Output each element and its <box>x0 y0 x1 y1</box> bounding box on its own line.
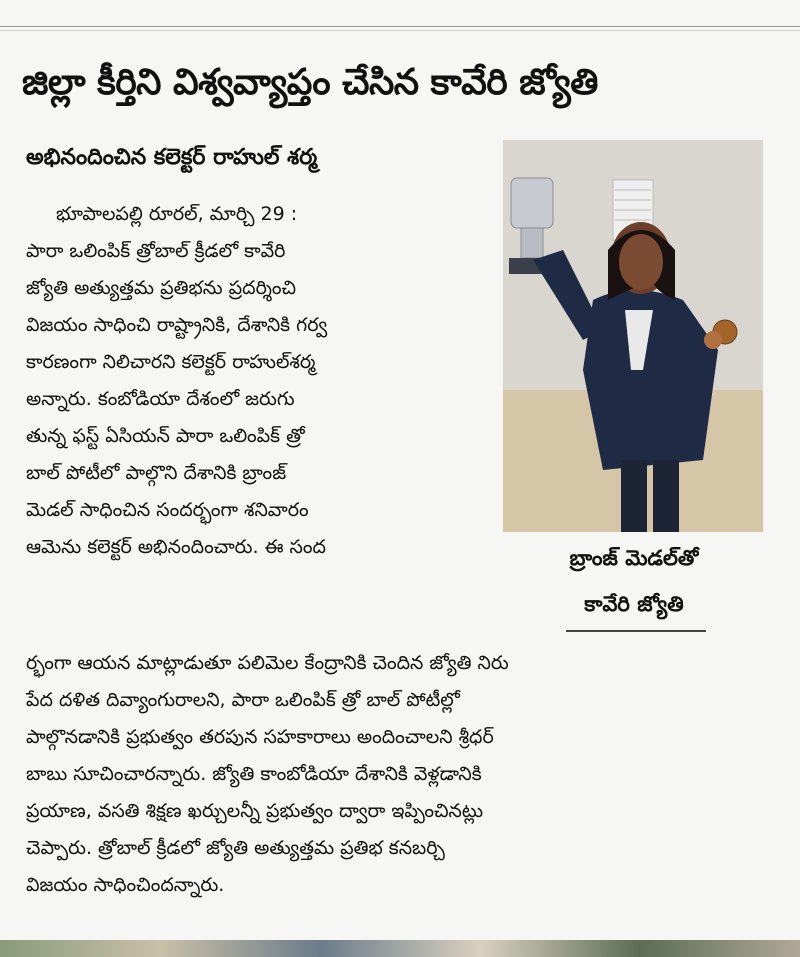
bottom-photo-strip <box>0 940 800 957</box>
body-line: పేద దళిత దివ్యాంగురాలని, పారా ఒలింపిక్ త్రో బాల్ పోటీల్లో <box>26 689 460 711</box>
body-line: మెడల్ సాధించిన సందర్భంగా శనివారం <box>26 499 309 521</box>
body-line: కారణంగా నిలిచారని కలెక్టర్ రాహుల్‌శర్మ <box>26 351 316 373</box>
body-line: చెప్పారు. త్రోబాల్ క్రీడలో జ్యోతి అత్యుత్తమ ప్రతిభ కనబర్చి <box>26 837 445 859</box>
photo-caption-line-2: కావేరి జ్యోతి <box>584 592 684 616</box>
body-line: విజయం సాధించిందన్నారు. <box>26 874 225 896</box>
top-rule-secondary <box>0 30 800 31</box>
body-line: అన్నారు. కంబోడియా దేశంలో జరుగు <box>26 388 295 410</box>
headline: జిల్లా కీర్తిని విశ్వవ్యాప్తం చేసిన కావేరి జ్యోతి <box>22 62 598 103</box>
body-line: బాల్ పోటీలో పాల్గొని దేశానికి బ్రాంజ్ <box>26 462 287 484</box>
top-rule <box>0 26 800 27</box>
body-line: పాల్గొనడానికి ప్రభుత్వం తరపున సహకారాలు అందించాలని శ్రీధర్ <box>26 726 494 748</box>
athlete-photo-illustration <box>503 140 763 532</box>
body-line: పారా ఒలింపిక్ త్రోబాల్ క్రీడలో కావేరి <box>26 240 286 262</box>
subheadline: అభినందించిన కలెక్టర్ రాహుల్ శర్మ <box>26 145 318 170</box>
body-line: ర్భంగా ఆయన మాట్లాడుతూ పలిమెల కేంద్రానికి చెందిన జ్యోతి నిరు <box>26 652 509 674</box>
body-column <box>26 196 496 566</box>
body-line: విజయం సాధించి రాష్ట్రానికి, దేశానికి గర్వ <box>26 314 328 336</box>
body-line: ఆమెను కలెక్టర్ అభినందించారు. ఈ సంద <box>26 536 326 558</box>
body-line: తున్న ఫస్ట్ ఏసియన్ పారా ఒలింపిక్ త్రో <box>26 425 305 447</box>
body-line: బాబు సూచించారన్నారు. జ్యోతి కాంబోడియా దేశానికి వెళ్లడానికి <box>26 763 482 785</box>
body-line: ప్రయాణ, వసతి శిక్షణ ఖర్చులన్నీ ప్రభుత్వం ద్వారా ఇప్పించినట్లు <box>26 800 484 822</box>
body-line: జ్యోతి అత్యుత్తమ ప్రతిభను ప్రదర్శించి <box>26 277 297 299</box>
caption-underline <box>566 630 706 632</box>
body-full-width <box>26 645 776 904</box>
athlete-photo <box>503 140 763 532</box>
photo-caption-line-1: బ్రాంజ్ మెడల్‌తో <box>569 546 699 570</box>
body-line: భూపాలపల్లి రూరల్, మార్చి 29 : <box>56 203 298 225</box>
